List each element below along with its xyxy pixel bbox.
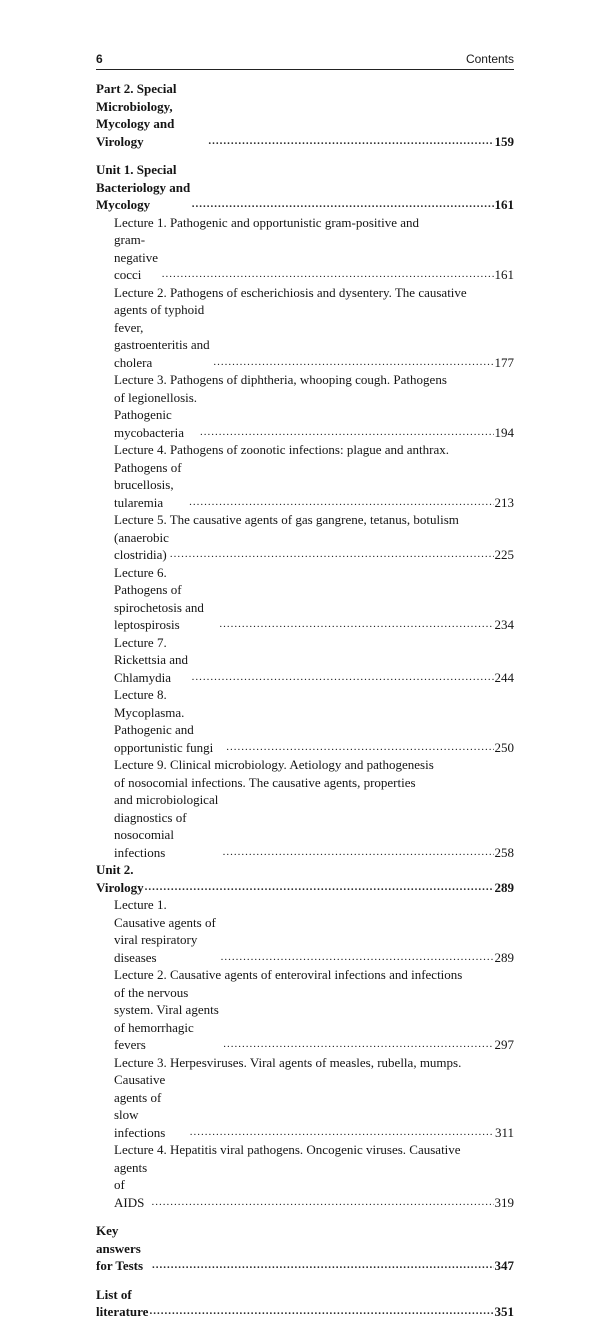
toc-entry-last-line	[114, 791, 514, 861]
toc-entry-title: Causative agents of slow infections	[114, 1072, 166, 1140]
toc-entry-page: 244	[494, 669, 514, 685]
toc-entry-page: 250	[494, 739, 514, 755]
dot-leader	[219, 616, 493, 634]
dot-leader	[170, 546, 494, 564]
toc-entry-lecture[interactable]	[96, 441, 514, 511]
toc-entry-lecture[interactable]	[96, 284, 514, 372]
toc-entry-title: agents of AIDS	[114, 1159, 148, 1210]
dot-leader	[223, 1036, 493, 1054]
toc-entry-title: Unit 1. Special Bacteriology and Mycology	[96, 162, 191, 212]
toc-entry-page: 161	[494, 197, 514, 212]
toc-entry-title: Lecture 8. Mycoplasma. Pathogenic and opportunistic fungi	[114, 687, 214, 755]
toc-entry-page: 225	[494, 547, 514, 562]
dot-leader	[162, 266, 494, 284]
toc-entry-page: 194	[494, 424, 514, 440]
toc-entry-lecture[interactable]	[96, 686, 514, 756]
dot-leader	[149, 1303, 493, 1321]
dot-leader	[152, 1257, 494, 1275]
toc-entry-page: 213	[494, 494, 514, 510]
dot-leader	[189, 494, 493, 512]
toc-entry-last-line	[114, 389, 514, 442]
toc-entry-title-line: Lecture 9. Clinical microbiology. Aetiology and pathogenesis	[114, 757, 434, 772]
toc-entry-last-line	[114, 686, 514, 756]
toc-entry-page: 289	[494, 949, 514, 965]
dot-leader	[192, 669, 494, 687]
toc-entry-part-2[interactable]	[96, 80, 514, 150]
toc-entry-last-line	[114, 984, 514, 1054]
toc-entry-page: 177	[494, 354, 514, 370]
toc-entry-title-line: Lecture 1. Pathogenic and opportunistic gram-positive and	[114, 214, 420, 230]
toc-entry-last-line	[114, 529, 514, 564]
toc-entry-page: 161	[494, 267, 514, 282]
toc-entry-title-line: Lecture 3. Pathogens of diphtheria, whooping cough. Pathogens	[114, 372, 447, 387]
toc-entry-lecture[interactable]	[96, 966, 514, 1054]
toc-entry-last-line	[114, 896, 514, 966]
toc-entry-title: Pathogens of brucellosis, tularemia	[114, 459, 182, 510]
toc-entry-title: (anaerobic clostridia)	[114, 529, 169, 562]
toc-entry-title: Lecture 1. Causative agents of viral respiratory diseases	[114, 897, 216, 965]
toc-entry-page: 289	[494, 879, 514, 895]
dot-leader	[200, 424, 493, 442]
toc-entry-last-line	[114, 634, 514, 687]
toc-entry-title: and microbiological diagnostics of nosocomial infections	[114, 792, 219, 860]
toc-entry-last-line	[114, 301, 514, 371]
toc-entry-last-line	[114, 459, 514, 512]
toc-entry-title-line: Lecture 2. Pathogens of escherichiosis and dysentery. The causative	[114, 284, 467, 300]
toc-entry-title-line: Lecture 4. Hepatitis viral pathogens. Oncogenic viruses. Causative	[114, 1142, 461, 1157]
toc-entry-title: Lecture 6. Pathogens of spirochetosis and leptospirosis	[114, 564, 204, 632]
toc-entry-lecture[interactable]	[96, 214, 514, 284]
toc-entry-title-line: of nosocomial infections. The causative agents, properties	[114, 774, 416, 790]
dot-leader	[190, 1124, 494, 1142]
toc-entry-title: of the nervous system. Viral agents of hemorrhagic fevers	[114, 984, 219, 1052]
dot-leader	[226, 739, 493, 757]
toc-entry-page: 347	[494, 1258, 514, 1273]
toc-entry-title: of legionellosis. Pathogenic mycobacteria	[114, 389, 198, 440]
toc-entry-page: 311	[494, 1124, 514, 1140]
unit-1-lectures	[96, 214, 514, 862]
toc-entry-lecture[interactable]	[96, 756, 514, 861]
toc-entry-page: 258	[494, 844, 514, 860]
toc-entry-lecture[interactable]	[96, 511, 514, 564]
toc-entry-title-line: Lecture 4. Pathogens of zoonotic infections: plague and anthrax.	[114, 442, 450, 457]
toc-entry-lecture[interactable]	[96, 564, 514, 634]
toc-entry-page: 319	[494, 1194, 514, 1210]
dot-leader	[223, 844, 494, 862]
dot-leader	[145, 879, 494, 897]
toc-entry-key-answers[interactable]	[96, 1222, 514, 1275]
toc-entry-title: Lecture 7. Rickettsia and Chlamydia	[114, 634, 189, 685]
dot-leader	[213, 354, 493, 372]
toc-entry-unit-2[interactable]	[96, 861, 514, 896]
toc-entry-title-line: Lecture 2. Causative agents of enteroviral infections and infections	[114, 967, 463, 982]
toc-entry-lecture[interactable]	[96, 896, 514, 966]
toc-entry-lecture[interactable]	[96, 371, 514, 441]
toc-entry-unit-1[interactable]	[96, 161, 514, 214]
toc-entry-page: 234	[494, 617, 514, 632]
table-of-contents	[96, 80, 514, 1321]
toc-entry-title: Part 2. Special Microbiology, Mycology and Virology	[96, 81, 177, 149]
toc-entry-last-line	[114, 1071, 514, 1141]
page-header	[96, 52, 514, 68]
toc-entry-title-line: Lecture 3. Herpesviruses. Viral agents of measles, rubella, mumps.	[114, 1054, 462, 1070]
toc-entry-lecture[interactable]	[96, 1141, 514, 1211]
dot-leader	[192, 196, 494, 214]
toc-entry-page: 297	[494, 1037, 514, 1052]
toc-entry-page: 159	[494, 133, 514, 149]
page-number: 6	[96, 52, 103, 66]
toc-entry-lecture[interactable]	[96, 1054, 514, 1142]
header-rule	[96, 69, 514, 70]
toc-entry-last-line	[114, 231, 514, 284]
dot-leader	[221, 949, 494, 967]
toc-entry-last-line	[114, 1159, 514, 1212]
toc-entry-literature[interactable]	[96, 1286, 514, 1321]
running-title: Contents	[465, 52, 514, 66]
toc-entry-title-line: Lecture 5. The causative agents of gas gangrene, tetanus, botulism	[114, 512, 459, 527]
toc-entry-title: Unit 2. Virology	[96, 862, 144, 895]
dot-leader	[152, 1194, 494, 1212]
toc-entry-page: 351	[494, 1304, 514, 1319]
toc-entry-title: Key answers for Tests	[96, 1223, 144, 1273]
unit-2-lectures	[96, 896, 514, 1211]
dot-leader	[208, 133, 493, 151]
toc-entry-title: List of literature	[96, 1286, 149, 1319]
toc-entry-lecture[interactable]	[96, 634, 514, 687]
toc-entry-title: agents of typhoid fever, gastroenteritis and cholera	[114, 302, 210, 370]
toc-entry-title: gram-negative cocci	[114, 232, 159, 282]
toc-entry-last-line	[114, 564, 514, 634]
